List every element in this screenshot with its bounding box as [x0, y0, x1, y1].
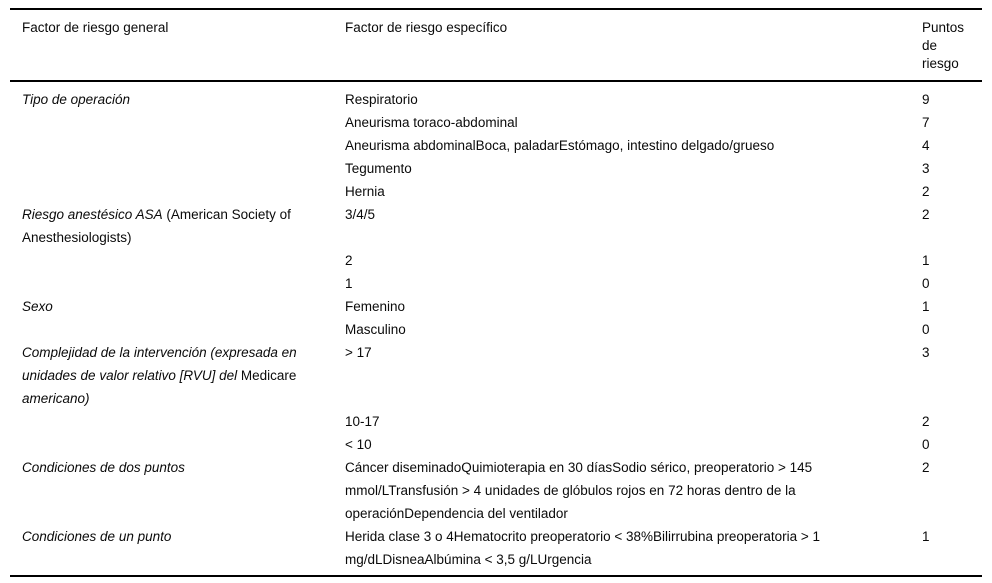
specific-factor-cell: Femenino — [345, 299, 406, 314]
table-row — [10, 410, 982, 433]
general-factor-label: Tipo de operación — [22, 92, 130, 107]
risk-score-table — [10, 8, 982, 577]
points-cell: 0 — [922, 437, 930, 452]
general-factor-label: americano) — [22, 391, 90, 406]
points-cell: 2 — [922, 184, 930, 199]
points-cell: 3 — [922, 345, 930, 360]
specific-factor-cell: 1 — [345, 276, 353, 291]
table-row — [10, 88, 982, 111]
general-factor-label: Condiciones de un punto — [22, 529, 172, 544]
general-factor-cell — [10, 295, 345, 318]
general-factor-label: Complejidad de la intervención (expresada en unidades de valor relativo [RVU] del — [22, 345, 297, 383]
points-cell: 3 — [922, 161, 930, 176]
general-factor-cell — [10, 203, 345, 249]
points-cell: 2 — [922, 460, 930, 475]
specific-factor-cell: 10-17 — [345, 414, 380, 429]
specific-factor-cell: < 10 — [345, 437, 372, 452]
general-factor-label: Sexo — [22, 299, 53, 314]
col-header-specific: Factor de riesgo específico — [345, 20, 508, 35]
specific-factor-cell: Aneurisma toraco-abdominal — [345, 115, 518, 130]
points-cell: 2 — [922, 207, 930, 222]
points-cell: 1 — [922, 299, 930, 314]
specific-factor-cell: 3/4/5 — [345, 207, 376, 222]
general-factor-label: (American Society of Anesthesiologists) — [22, 207, 291, 245]
col-header-general: Factor de riesgo general — [22, 20, 169, 35]
table-row — [10, 295, 982, 318]
general-factor-cell — [10, 341, 345, 410]
table-row — [10, 525, 982, 571]
points-cell: 2 — [922, 414, 930, 429]
general-factor-cell — [10, 525, 345, 548]
points-cell: 1 — [922, 529, 930, 544]
general-factor-cell — [10, 88, 345, 111]
points-cell: 7 — [922, 115, 930, 130]
points-cell: 9 — [922, 92, 930, 107]
table-row — [10, 249, 982, 272]
header-row — [10, 10, 982, 80]
table-row — [10, 157, 982, 180]
specific-factor-cell: Aneurisma abdominalBoca, paladarEstómago, intestino delgado/grueso — [345, 138, 775, 153]
table-row — [10, 272, 982, 295]
table-row — [10, 180, 982, 203]
table-row — [10, 456, 982, 525]
specific-factor-cell: Respiratorio — [345, 92, 418, 107]
specific-factor-cell: Tegumento — [345, 161, 412, 176]
specific-factor-cell: > 17 — [345, 345, 372, 360]
specific-factor-cell: Hernia — [345, 184, 385, 199]
specific-factor-cell: Cáncer diseminadoQuimioterapia en 30 díasSodio sérico, preoperatorio > 145 mmol/LTransfusión > 4 unidades de glóbulos rojos en 72 horas dentro de la operaciónDependencia del ventilador — [345, 460, 813, 521]
table-row — [10, 433, 982, 456]
table-body — [10, 82, 982, 575]
general-factor-label: Riesgo anestésico ASA — [22, 207, 163, 222]
table-row — [10, 203, 982, 249]
specific-factor-cell: Herida clase 3 o 4Hematocrito preoperatorio < 38%Bilirrubina preoperatoria > 1 mg/dLDisneaAlbúmina < 3,5 g/LUrgencia — [345, 529, 821, 567]
col-header-points: Puntos de riesgo — [922, 20, 965, 71]
general-factor-label: Medicare — [240, 368, 297, 383]
table-row — [10, 341, 982, 410]
specific-factor-cell: Masculino — [345, 322, 406, 337]
points-cell: 0 — [922, 322, 930, 337]
table-row — [10, 111, 982, 134]
table-header — [10, 10, 982, 82]
points-cell: 0 — [922, 276, 930, 291]
specific-factor-cell: 2 — [345, 253, 353, 268]
table-row — [10, 134, 982, 157]
general-factor-cell — [10, 456, 345, 479]
points-cell: 1 — [922, 253, 930, 268]
table-row — [10, 318, 982, 341]
points-cell: 4 — [922, 138, 930, 153]
general-factor-label: Condiciones de dos puntos — [22, 460, 185, 475]
